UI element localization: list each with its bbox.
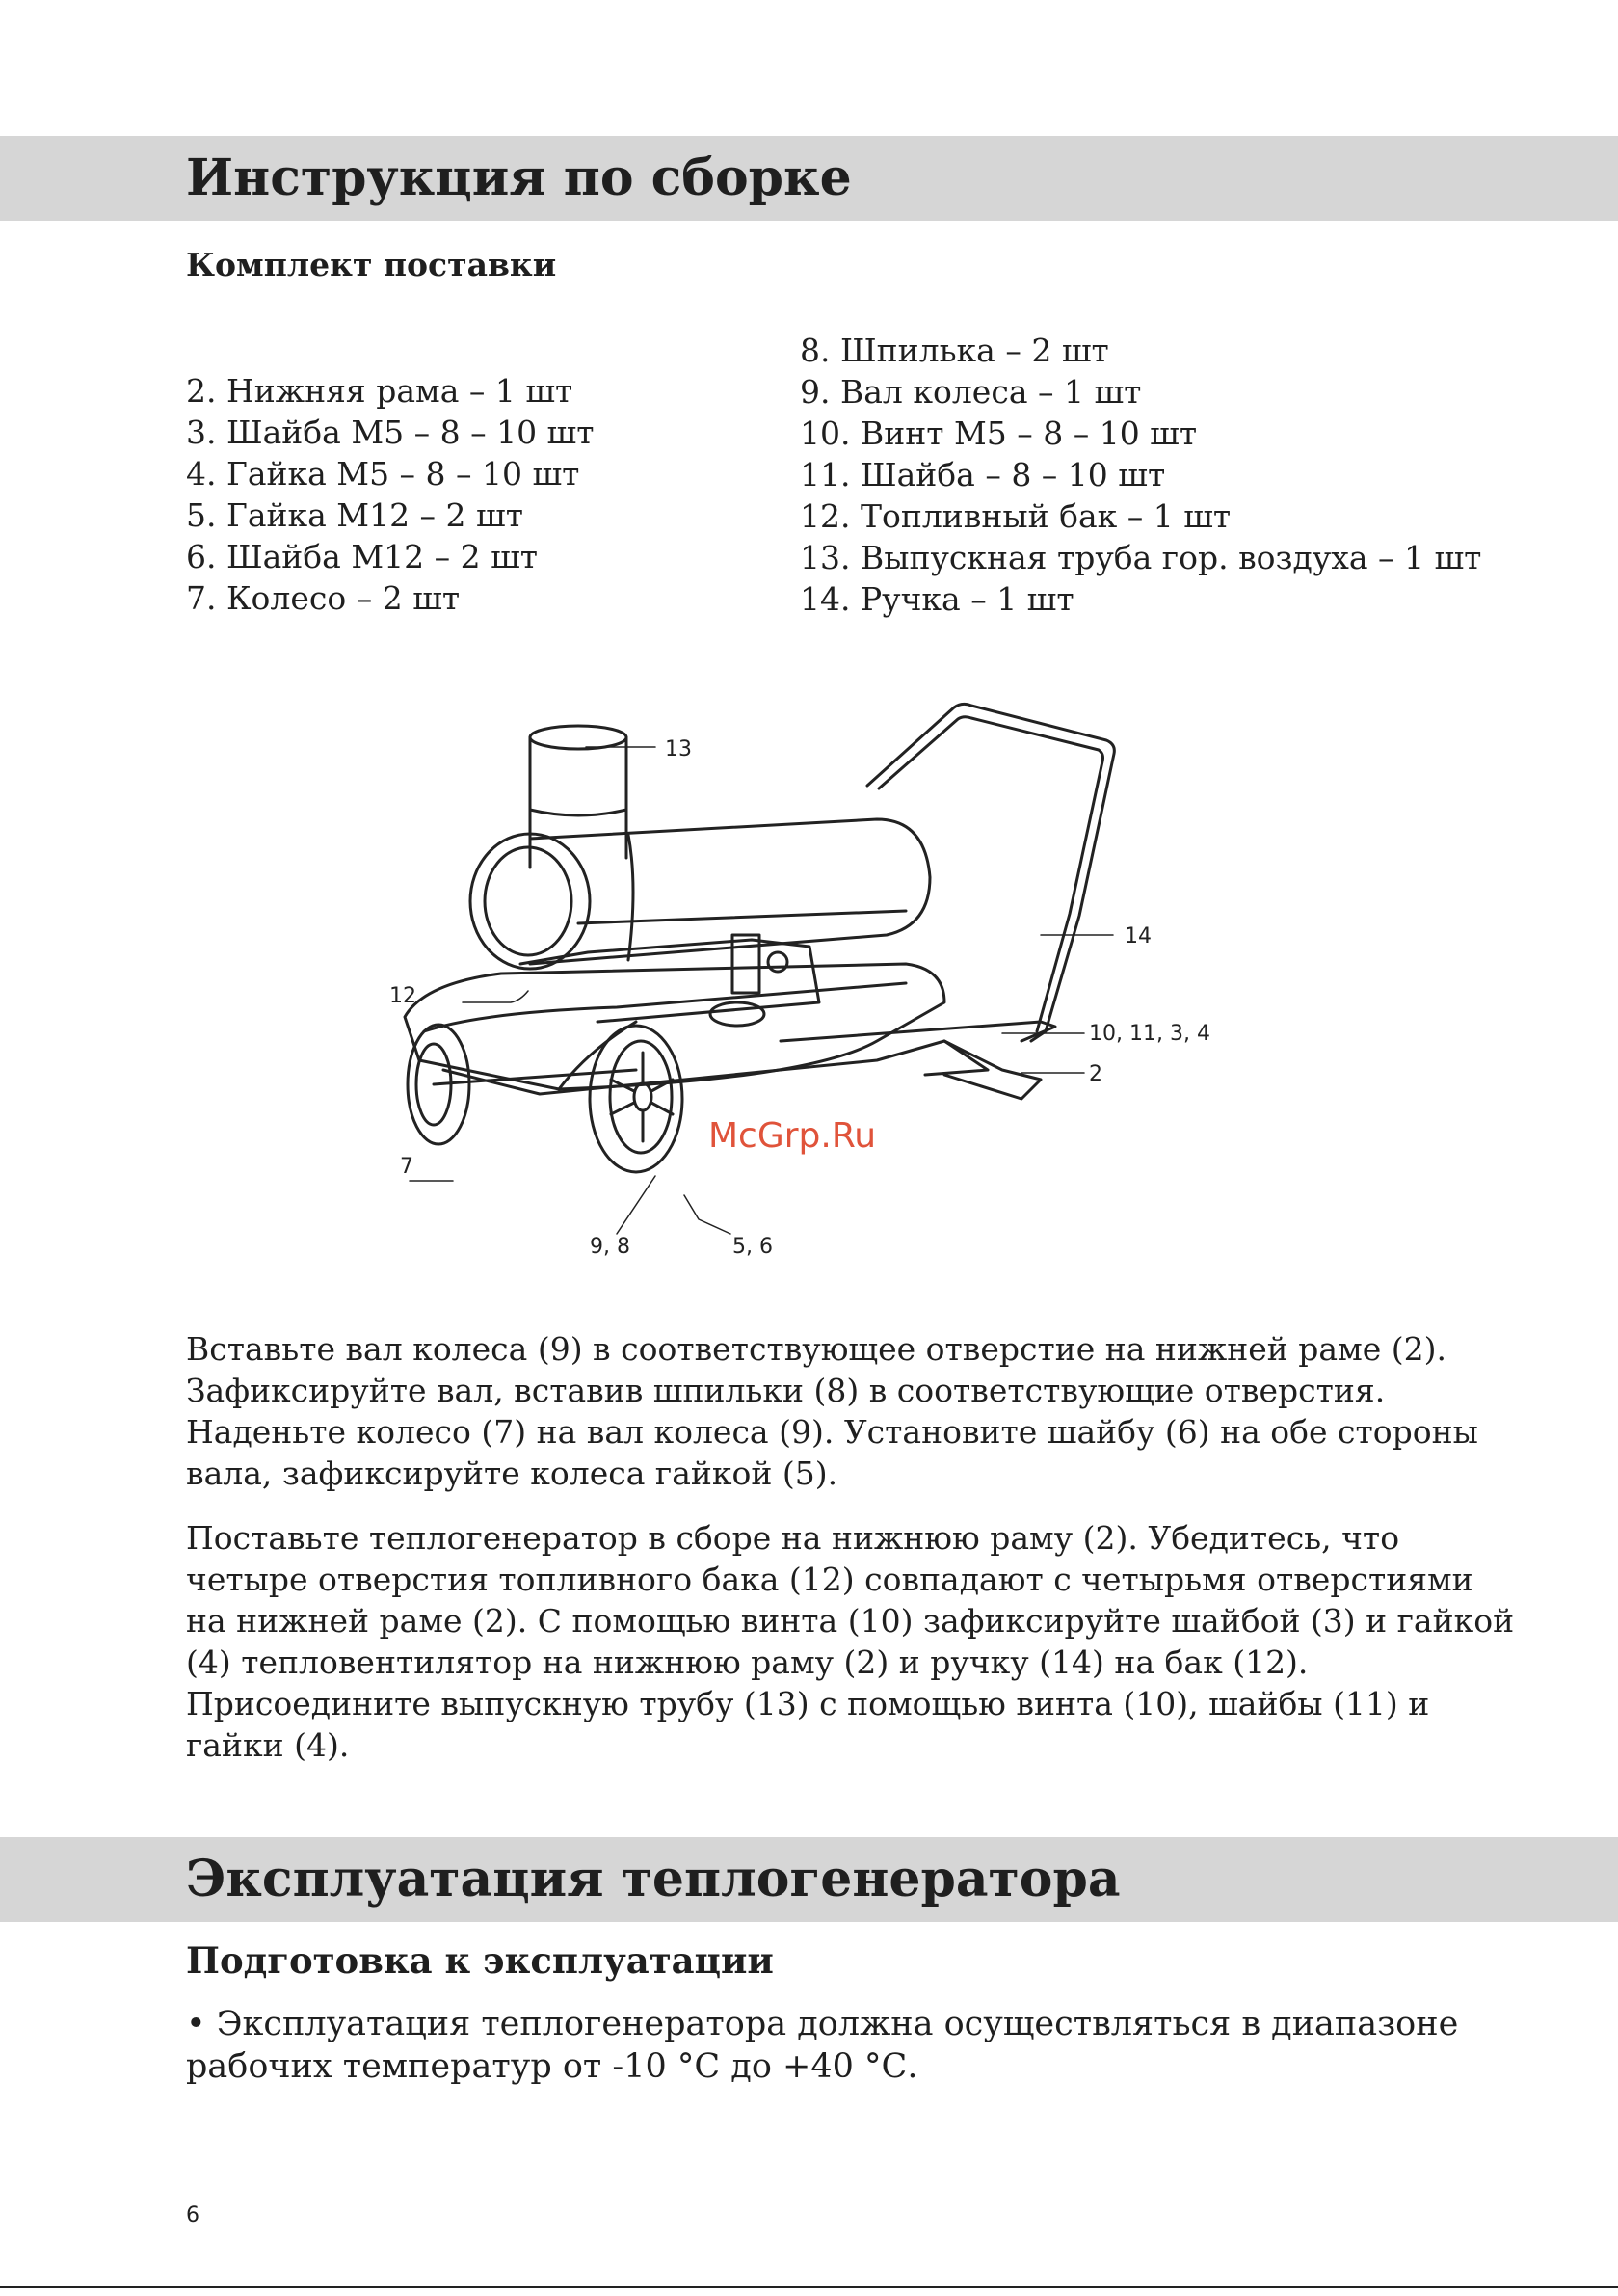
label-12: 12 — [389, 984, 416, 1008]
bottom-rule — [0, 2286, 1618, 2288]
watermark-text: McGrp.Ru — [708, 1116, 877, 1156]
preparation-heading: Подготовка к эксплуатации — [186, 1939, 774, 1982]
parts-list-right — [800, 330, 1481, 620]
list-item: 10. Винт М5 – 8 – 10 шт — [800, 414, 1198, 452]
label-7: 7 — [400, 1155, 413, 1179]
label-14: 14 — [1125, 924, 1152, 948]
fuel-tank — [405, 964, 944, 1089]
heater-assembly-diagram — [366, 694, 1233, 1292]
list-item: 4. Гайка М5 – 8 – 10 шт — [186, 455, 580, 493]
list-item: 11. Шайба – 8 – 10 шт — [800, 456, 1166, 494]
parts-list-left — [186, 370, 595, 619]
list-item: 12. Топливный бак – 1 шт — [800, 497, 1232, 535]
exhaust-pipe — [530, 737, 626, 868]
list-item: 8. Шпилька – 2 шт — [800, 332, 1109, 369]
list-item: 9. Вал колеса – 1 шт — [800, 373, 1142, 411]
section-title: Инструкция по сборке — [186, 148, 852, 207]
section-header-band — [0, 136, 1618, 221]
list-item: 3. Шайба М5 – 8 – 10 шт — [186, 414, 595, 451]
label-5-6: 5, 6 — [732, 1235, 773, 1259]
label-10-11-3-4: 10, 11, 3, 4 — [1089, 1022, 1210, 1046]
delivery-kit-heading: Комплект поставки — [186, 246, 557, 283]
list-item: 6. Шайба М12 – 2 шт — [186, 538, 539, 575]
list-item: 7. Колесо – 2 шт — [186, 579, 461, 617]
page-number: 6 — [186, 2203, 199, 2228]
front-wheel — [590, 1026, 682, 1172]
lower-frame — [443, 1041, 988, 1094]
list-item: 13. Выпускная труба гор. воздуха – 1 шт — [800, 539, 1482, 576]
operation-paragraph: • Эксплуатация теплогенератора должна осуществляться в диапазоне рабочих температур от -10 °С до +40 °С. — [186, 2005, 1459, 2086]
label-9-8: 9, 8 — [590, 1235, 630, 1259]
section-title: Эксплуатация теплогенератора — [186, 1850, 1121, 1909]
list-item: 14. Ручка – 1 шт — [800, 580, 1074, 618]
label-2: 2 — [1089, 1062, 1102, 1086]
list-item: 2. Нижняя рама – 1 шт — [186, 372, 573, 410]
assembly-paragraph-2: Поставьте теплогенератор в сборе на нижнюю раму (2). Убедитесь, что четыре отверстия топливного бака (12) совпадают с четырьмя отверстиями на нижней раме (2). С помощью винта (10) зафиксируйте шайбой (3) и гайкой (4) тепловентилятор на нижнюю раму (2) и ручку (14) на бак (12). Присоедините выпускную трубу (13) с помощью винта (10), шайбы (11) и гайки (4). — [186, 1519, 1515, 1764]
list-item: 5. Гайка М12 – 2 шт — [186, 496, 523, 534]
assembly-paragraph-1: Вставьте вал колеса (9) в соответствующее отверстие на нижней раме (2). Зафиксируйте вал, вставив шпильки (8) в соответствующие отверстия. Наденьте колесо (7) на вал колеса (9). Установите шайбу (6) на обе стороны вала, зафиксируйте колеса гайкой (5). — [186, 1330, 1478, 1492]
section-header-band — [0, 1837, 1618, 1922]
label-13: 13 — [665, 737, 692, 761]
